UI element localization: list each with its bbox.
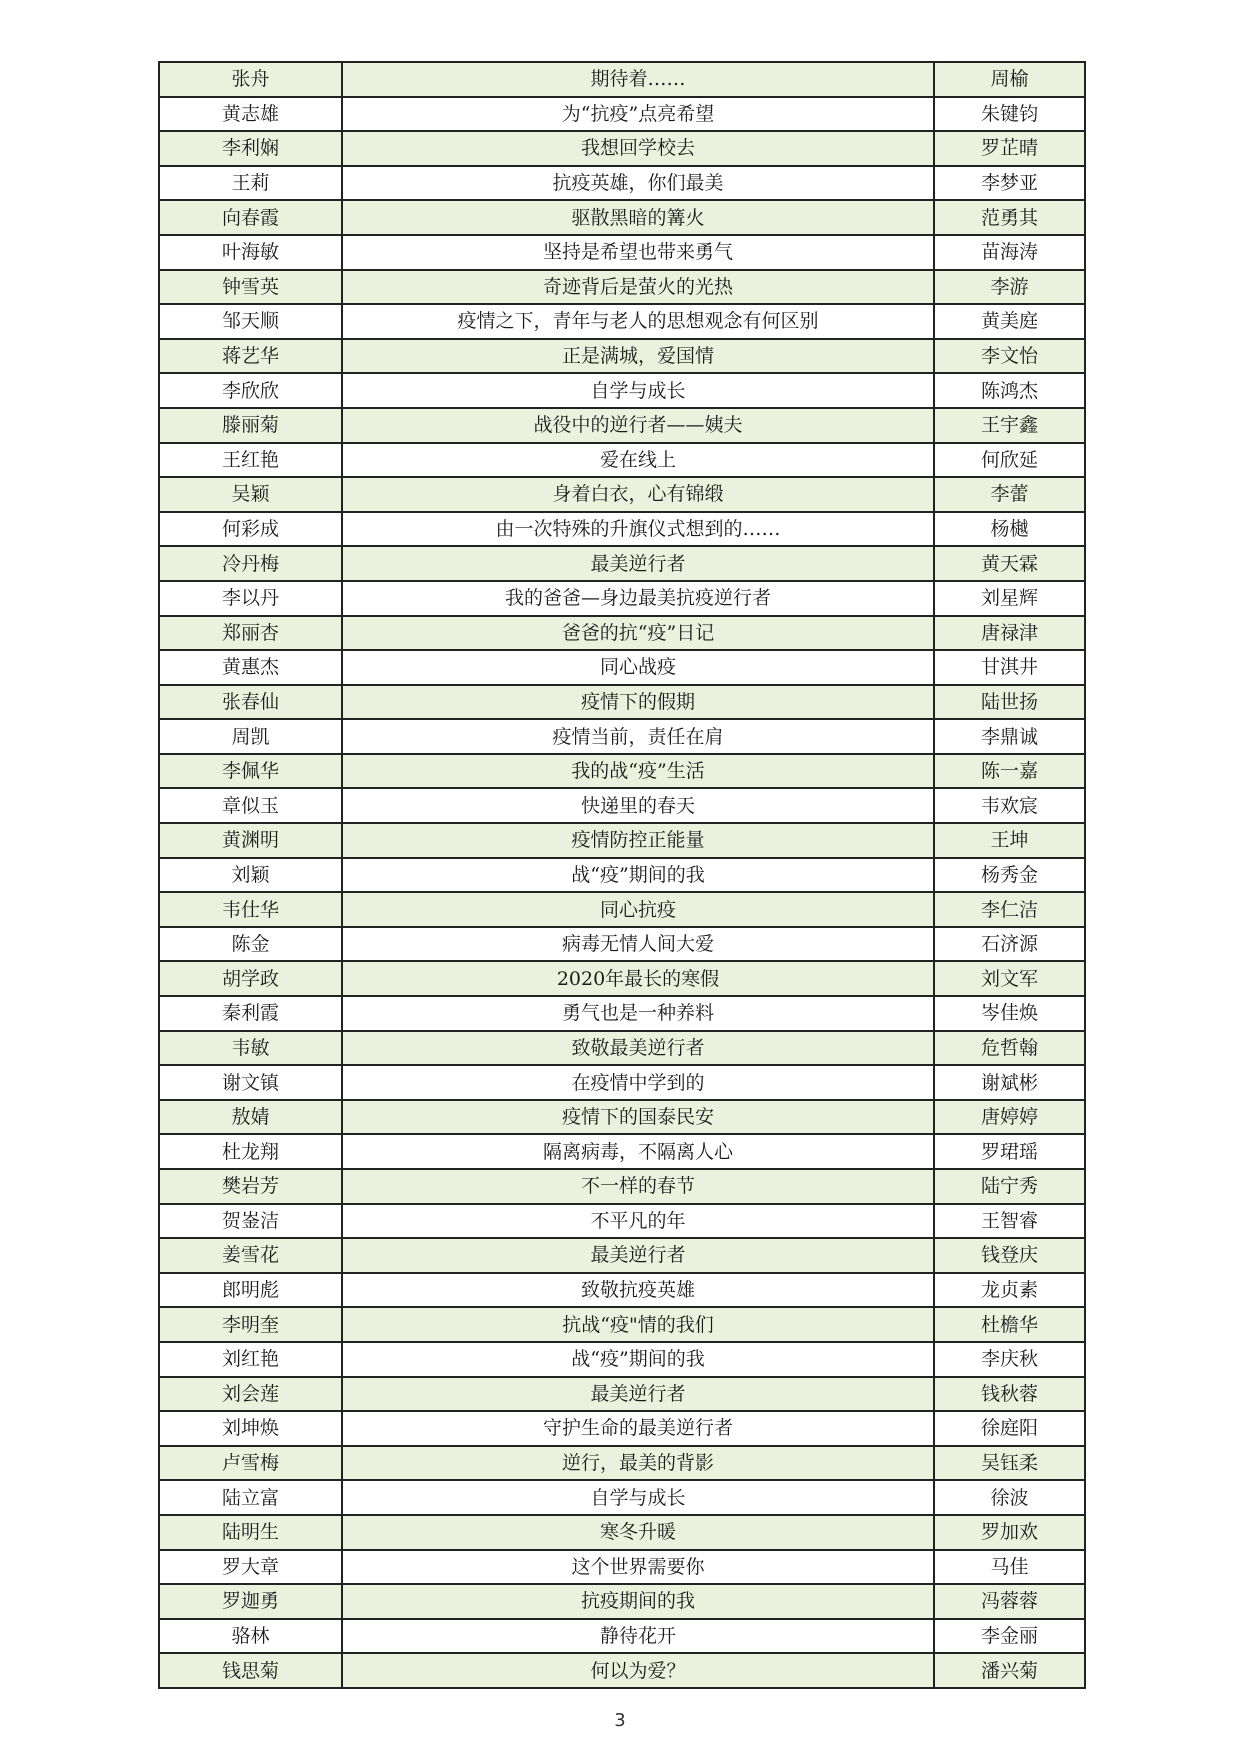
- table-row: [159, 1515, 1085, 1550]
- teacher-name-cell: 钱登庆: [934, 1238, 1085, 1273]
- teacher-name-cell: 唐禄津: [934, 616, 1085, 651]
- student-name-cell: 李欣欣: [159, 373, 342, 408]
- teacher-name-cell: 李金丽: [934, 1619, 1085, 1654]
- teacher-name-cell: 危哲翰: [934, 1031, 1085, 1066]
- teacher-name-cell: 唐婷婷: [934, 1100, 1085, 1135]
- teacher-name-cell: 李梦亚: [934, 166, 1085, 201]
- essay-title-cell: 战役中的逆行者——姨夫: [342, 408, 934, 443]
- table-row: [159, 1100, 1085, 1135]
- essay-title-cell: 疫情之下，青年与老人的思想观念有何区别: [342, 304, 934, 339]
- student-name-cell: 向春霞: [159, 200, 342, 235]
- table-row: [159, 270, 1085, 305]
- teacher-name-cell: 黄美庭: [934, 304, 1085, 339]
- essay-title-cell: 我的战“疫”生活: [342, 754, 934, 789]
- essay-title-cell: 致敬抗疫英雄: [342, 1273, 934, 1308]
- essay-title-cell: 疫情下的国泰民安: [342, 1100, 934, 1135]
- essay-title-cell: 病毒无情人间大爱: [342, 927, 934, 962]
- teacher-name-cell: 杨樾: [934, 512, 1085, 547]
- award-table: [158, 61, 1086, 1689]
- essay-title-cell: 不平凡的年: [342, 1204, 934, 1239]
- table-row: [159, 62, 1085, 97]
- essay-title-cell: 爱在线上: [342, 443, 934, 478]
- essay-title-cell: 何以为爱？: [342, 1653, 934, 1688]
- student-name-cell: 黄志雄: [159, 97, 342, 132]
- table-row: [159, 1204, 1085, 1239]
- essay-title-cell: 这个世界需要你: [342, 1550, 934, 1585]
- essay-title-cell: 最美逆行者: [342, 546, 934, 581]
- table-row: [159, 339, 1085, 374]
- essay-title-cell: 致敬最美逆行者: [342, 1031, 934, 1066]
- student-name-cell: 陆立富: [159, 1480, 342, 1515]
- teacher-name-cell: 罗加欢: [934, 1515, 1085, 1550]
- teacher-name-cell: 王智睿: [934, 1204, 1085, 1239]
- teacher-name-cell: 徐庭阳: [934, 1411, 1085, 1446]
- essay-title-cell: 身着白衣，心有锦缎: [342, 477, 934, 512]
- essay-title-cell: 2020年最长的寒假: [342, 961, 934, 996]
- student-name-cell: 韦仕华: [159, 892, 342, 927]
- teacher-name-cell: 李文怡: [934, 339, 1085, 374]
- student-name-cell: 黄惠杰: [159, 650, 342, 685]
- student-name-cell: 蒋艺华: [159, 339, 342, 374]
- essay-title-cell: 疫情下的假期: [342, 685, 934, 720]
- teacher-name-cell: 李蕾: [934, 477, 1085, 512]
- student-name-cell: 刘会莲: [159, 1377, 342, 1412]
- table-row: [159, 166, 1085, 201]
- teacher-name-cell: 潘兴菊: [934, 1653, 1085, 1688]
- teacher-name-cell: 何欣延: [934, 443, 1085, 478]
- student-name-cell: 叶海敏: [159, 235, 342, 270]
- student-name-cell: 骆林: [159, 1619, 342, 1654]
- essay-title-cell: 最美逆行者: [342, 1238, 934, 1273]
- essay-title-cell: 为“抗疫”点亮希望: [342, 97, 934, 132]
- student-name-cell: 卢雪梅: [159, 1446, 342, 1481]
- table-row: [159, 235, 1085, 270]
- teacher-name-cell: 甘淇井: [934, 650, 1085, 685]
- teacher-name-cell: 王宇鑫: [934, 408, 1085, 443]
- student-name-cell: 刘坤焕: [159, 1411, 342, 1446]
- student-name-cell: 谢文镇: [159, 1065, 342, 1100]
- teacher-name-cell: 罗珺瑶: [934, 1134, 1085, 1169]
- student-name-cell: 韦敏: [159, 1031, 342, 1066]
- teacher-name-cell: 王坤: [934, 823, 1085, 858]
- table-row: [159, 685, 1085, 720]
- student-name-cell: 刘红艳: [159, 1342, 342, 1377]
- table-row: [159, 719, 1085, 754]
- table-row: [159, 1446, 1085, 1481]
- table-row: [159, 1031, 1085, 1066]
- student-name-cell: 罗大章: [159, 1550, 342, 1585]
- student-name-cell: 滕丽菊: [159, 408, 342, 443]
- student-name-cell: 何彩成: [159, 512, 342, 547]
- table-row: [159, 858, 1085, 893]
- table-row: [159, 1550, 1085, 1585]
- student-name-cell: 姜雪花: [159, 1238, 342, 1273]
- page-number: 3: [614, 1710, 626, 1731]
- teacher-name-cell: 杨秀金: [934, 858, 1085, 893]
- essay-title-cell: 守护生命的最美逆行者: [342, 1411, 934, 1446]
- student-name-cell: 樊岩芳: [159, 1169, 342, 1204]
- essay-title-cell: 同心抗疫: [342, 892, 934, 927]
- student-name-cell: 罗迦勇: [159, 1584, 342, 1619]
- table-row: [159, 1238, 1085, 1273]
- teacher-name-cell: 李鼎诚: [934, 719, 1085, 754]
- essay-title-cell: 战“疫”期间的我: [342, 1342, 934, 1377]
- essay-title-cell: 坚持是希望也带来勇气: [342, 235, 934, 270]
- table-row: [159, 1480, 1085, 1515]
- essay-title-cell: 我的爸爸—身边最美抗疫逆行者: [342, 581, 934, 616]
- student-name-cell: 贺崟洁: [159, 1204, 342, 1239]
- student-name-cell: 郑丽杏: [159, 616, 342, 651]
- teacher-name-cell: 苗海涛: [934, 235, 1085, 270]
- table-row: [159, 788, 1085, 823]
- table-row: [159, 1169, 1085, 1204]
- essay-title-cell: 正是满城，爱国情: [342, 339, 934, 374]
- table-row: [159, 616, 1085, 651]
- teacher-name-cell: 吴钰柔: [934, 1446, 1085, 1481]
- table-row: [159, 546, 1085, 581]
- teacher-name-cell: 谢斌彬: [934, 1065, 1085, 1100]
- student-name-cell: 陆明生: [159, 1515, 342, 1550]
- table-row: [159, 1377, 1085, 1412]
- essay-title-cell: 驱散黑暗的篝火: [342, 200, 934, 235]
- essay-title-cell: 快递里的春天: [342, 788, 934, 823]
- student-name-cell: 张舟: [159, 62, 342, 97]
- table-row: [159, 754, 1085, 789]
- essay-title-cell: 勇气也是一种养料: [342, 996, 934, 1031]
- student-name-cell: 冷丹梅: [159, 546, 342, 581]
- essay-title-cell: 同心战疫: [342, 650, 934, 685]
- essay-title-cell: 自学与成长: [342, 373, 934, 408]
- essay-title-cell: 最美逆行者: [342, 1377, 934, 1412]
- teacher-name-cell: 石济源: [934, 927, 1085, 962]
- teacher-name-cell: 龙贞素: [934, 1273, 1085, 1308]
- table-row: [159, 1584, 1085, 1619]
- essay-title-cell: 战“疫”期间的我: [342, 858, 934, 893]
- essay-title-cell: 逆行，最美的背影: [342, 1446, 934, 1481]
- teacher-name-cell: 陆世扬: [934, 685, 1085, 720]
- student-name-cell: 黄渊明: [159, 823, 342, 858]
- table-row: [159, 131, 1085, 166]
- essay-title-cell: 静待花开: [342, 1619, 934, 1654]
- teacher-name-cell: 刘星辉: [934, 581, 1085, 616]
- student-name-cell: 陈金: [159, 927, 342, 962]
- student-name-cell: 李明奎: [159, 1307, 342, 1342]
- table-row: [159, 408, 1085, 443]
- teacher-name-cell: 朱键钧: [934, 97, 1085, 132]
- teacher-name-cell: 冯蓉蓉: [934, 1584, 1085, 1619]
- table-row: [159, 823, 1085, 858]
- table-row: [159, 97, 1085, 132]
- student-name-cell: 王红艳: [159, 443, 342, 478]
- table-row: [159, 1619, 1085, 1654]
- essay-title-cell: 抗疫期间的我: [342, 1584, 934, 1619]
- essay-title-cell: 疫情防控正能量: [342, 823, 934, 858]
- teacher-name-cell: 李仁洁: [934, 892, 1085, 927]
- table-row: [159, 581, 1085, 616]
- table-row: [159, 1273, 1085, 1308]
- student-name-cell: 郎明彪: [159, 1273, 342, 1308]
- student-name-cell: 刘颖: [159, 858, 342, 893]
- teacher-name-cell: 范勇其: [934, 200, 1085, 235]
- student-name-cell: 胡学政: [159, 961, 342, 996]
- student-name-cell: 邹天顺: [159, 304, 342, 339]
- teacher-name-cell: 杜檐华: [934, 1307, 1085, 1342]
- table-row: [159, 961, 1085, 996]
- teacher-name-cell: 黄天霖: [934, 546, 1085, 581]
- table-row: [159, 1411, 1085, 1446]
- student-name-cell: 李利娴: [159, 131, 342, 166]
- teacher-name-cell: 罗芷晴: [934, 131, 1085, 166]
- essay-title-cell: 爸爸的抗“疫”日记: [342, 616, 934, 651]
- table-row: [159, 1134, 1085, 1169]
- student-name-cell: 周凯: [159, 719, 342, 754]
- table-row: [159, 304, 1085, 339]
- essay-title-cell: 在疫情中学到的: [342, 1065, 934, 1100]
- student-name-cell: 王莉: [159, 166, 342, 201]
- student-name-cell: 敖婧: [159, 1100, 342, 1135]
- essay-title-cell: 隔离病毒，不隔离人心: [342, 1134, 934, 1169]
- essay-title-cell: 奇迹背后是萤火的光热: [342, 270, 934, 305]
- student-name-cell: 章似玉: [159, 788, 342, 823]
- student-name-cell: 钟雪英: [159, 270, 342, 305]
- teacher-name-cell: 陈一嘉: [934, 754, 1085, 789]
- essay-title-cell: 抗战“疫"情的我们: [342, 1307, 934, 1342]
- essay-title-cell: 我想回学校去: [342, 131, 934, 166]
- table-row: [159, 1307, 1085, 1342]
- table-row: [159, 512, 1085, 547]
- essay-title-cell: 期待着……: [342, 62, 934, 97]
- essay-title-cell: 自学与成长: [342, 1480, 934, 1515]
- award-table-container: [158, 61, 1084, 1689]
- teacher-name-cell: 钱秋蓉: [934, 1377, 1085, 1412]
- table-row: [159, 373, 1085, 408]
- teacher-name-cell: 岑佳焕: [934, 996, 1085, 1031]
- student-name-cell: 杜龙翔: [159, 1134, 342, 1169]
- essay-title-cell: 疫情当前，责任在肩: [342, 719, 934, 754]
- table-row: [159, 1065, 1085, 1100]
- teacher-name-cell: 韦欢宸: [934, 788, 1085, 823]
- essay-title-cell: 由一次特殊的升旗仪式想到的……: [342, 512, 934, 547]
- student-name-cell: 李佩华: [159, 754, 342, 789]
- table-row: [159, 927, 1085, 962]
- award-table-body: [159, 62, 1085, 1688]
- table-row: [159, 650, 1085, 685]
- student-name-cell: 李以丹: [159, 581, 342, 616]
- teacher-name-cell: 陈鸿杰: [934, 373, 1085, 408]
- essay-title-cell: 寒冬升暖: [342, 1515, 934, 1550]
- table-row: [159, 1342, 1085, 1377]
- table-row: [159, 200, 1085, 235]
- table-row: [159, 996, 1085, 1031]
- teacher-name-cell: 马佳: [934, 1550, 1085, 1585]
- teacher-name-cell: 李庆秋: [934, 1342, 1085, 1377]
- teacher-name-cell: 刘文军: [934, 961, 1085, 996]
- essay-title-cell: 抗疫英雄，你们最美: [342, 166, 934, 201]
- student-name-cell: 秦利霞: [159, 996, 342, 1031]
- teacher-name-cell: 周榆: [934, 62, 1085, 97]
- student-name-cell: 吴颖: [159, 477, 342, 512]
- table-row: [159, 443, 1085, 478]
- teacher-name-cell: 陆宁秀: [934, 1169, 1085, 1204]
- teacher-name-cell: 李游: [934, 270, 1085, 305]
- table-row: [159, 1653, 1085, 1688]
- student-name-cell: 钱思菊: [159, 1653, 342, 1688]
- table-row: [159, 892, 1085, 927]
- essay-title-cell: 不一样的春节: [342, 1169, 934, 1204]
- table-row: [159, 477, 1085, 512]
- teacher-name-cell: 徐波: [934, 1480, 1085, 1515]
- student-name-cell: 张春仙: [159, 685, 342, 720]
